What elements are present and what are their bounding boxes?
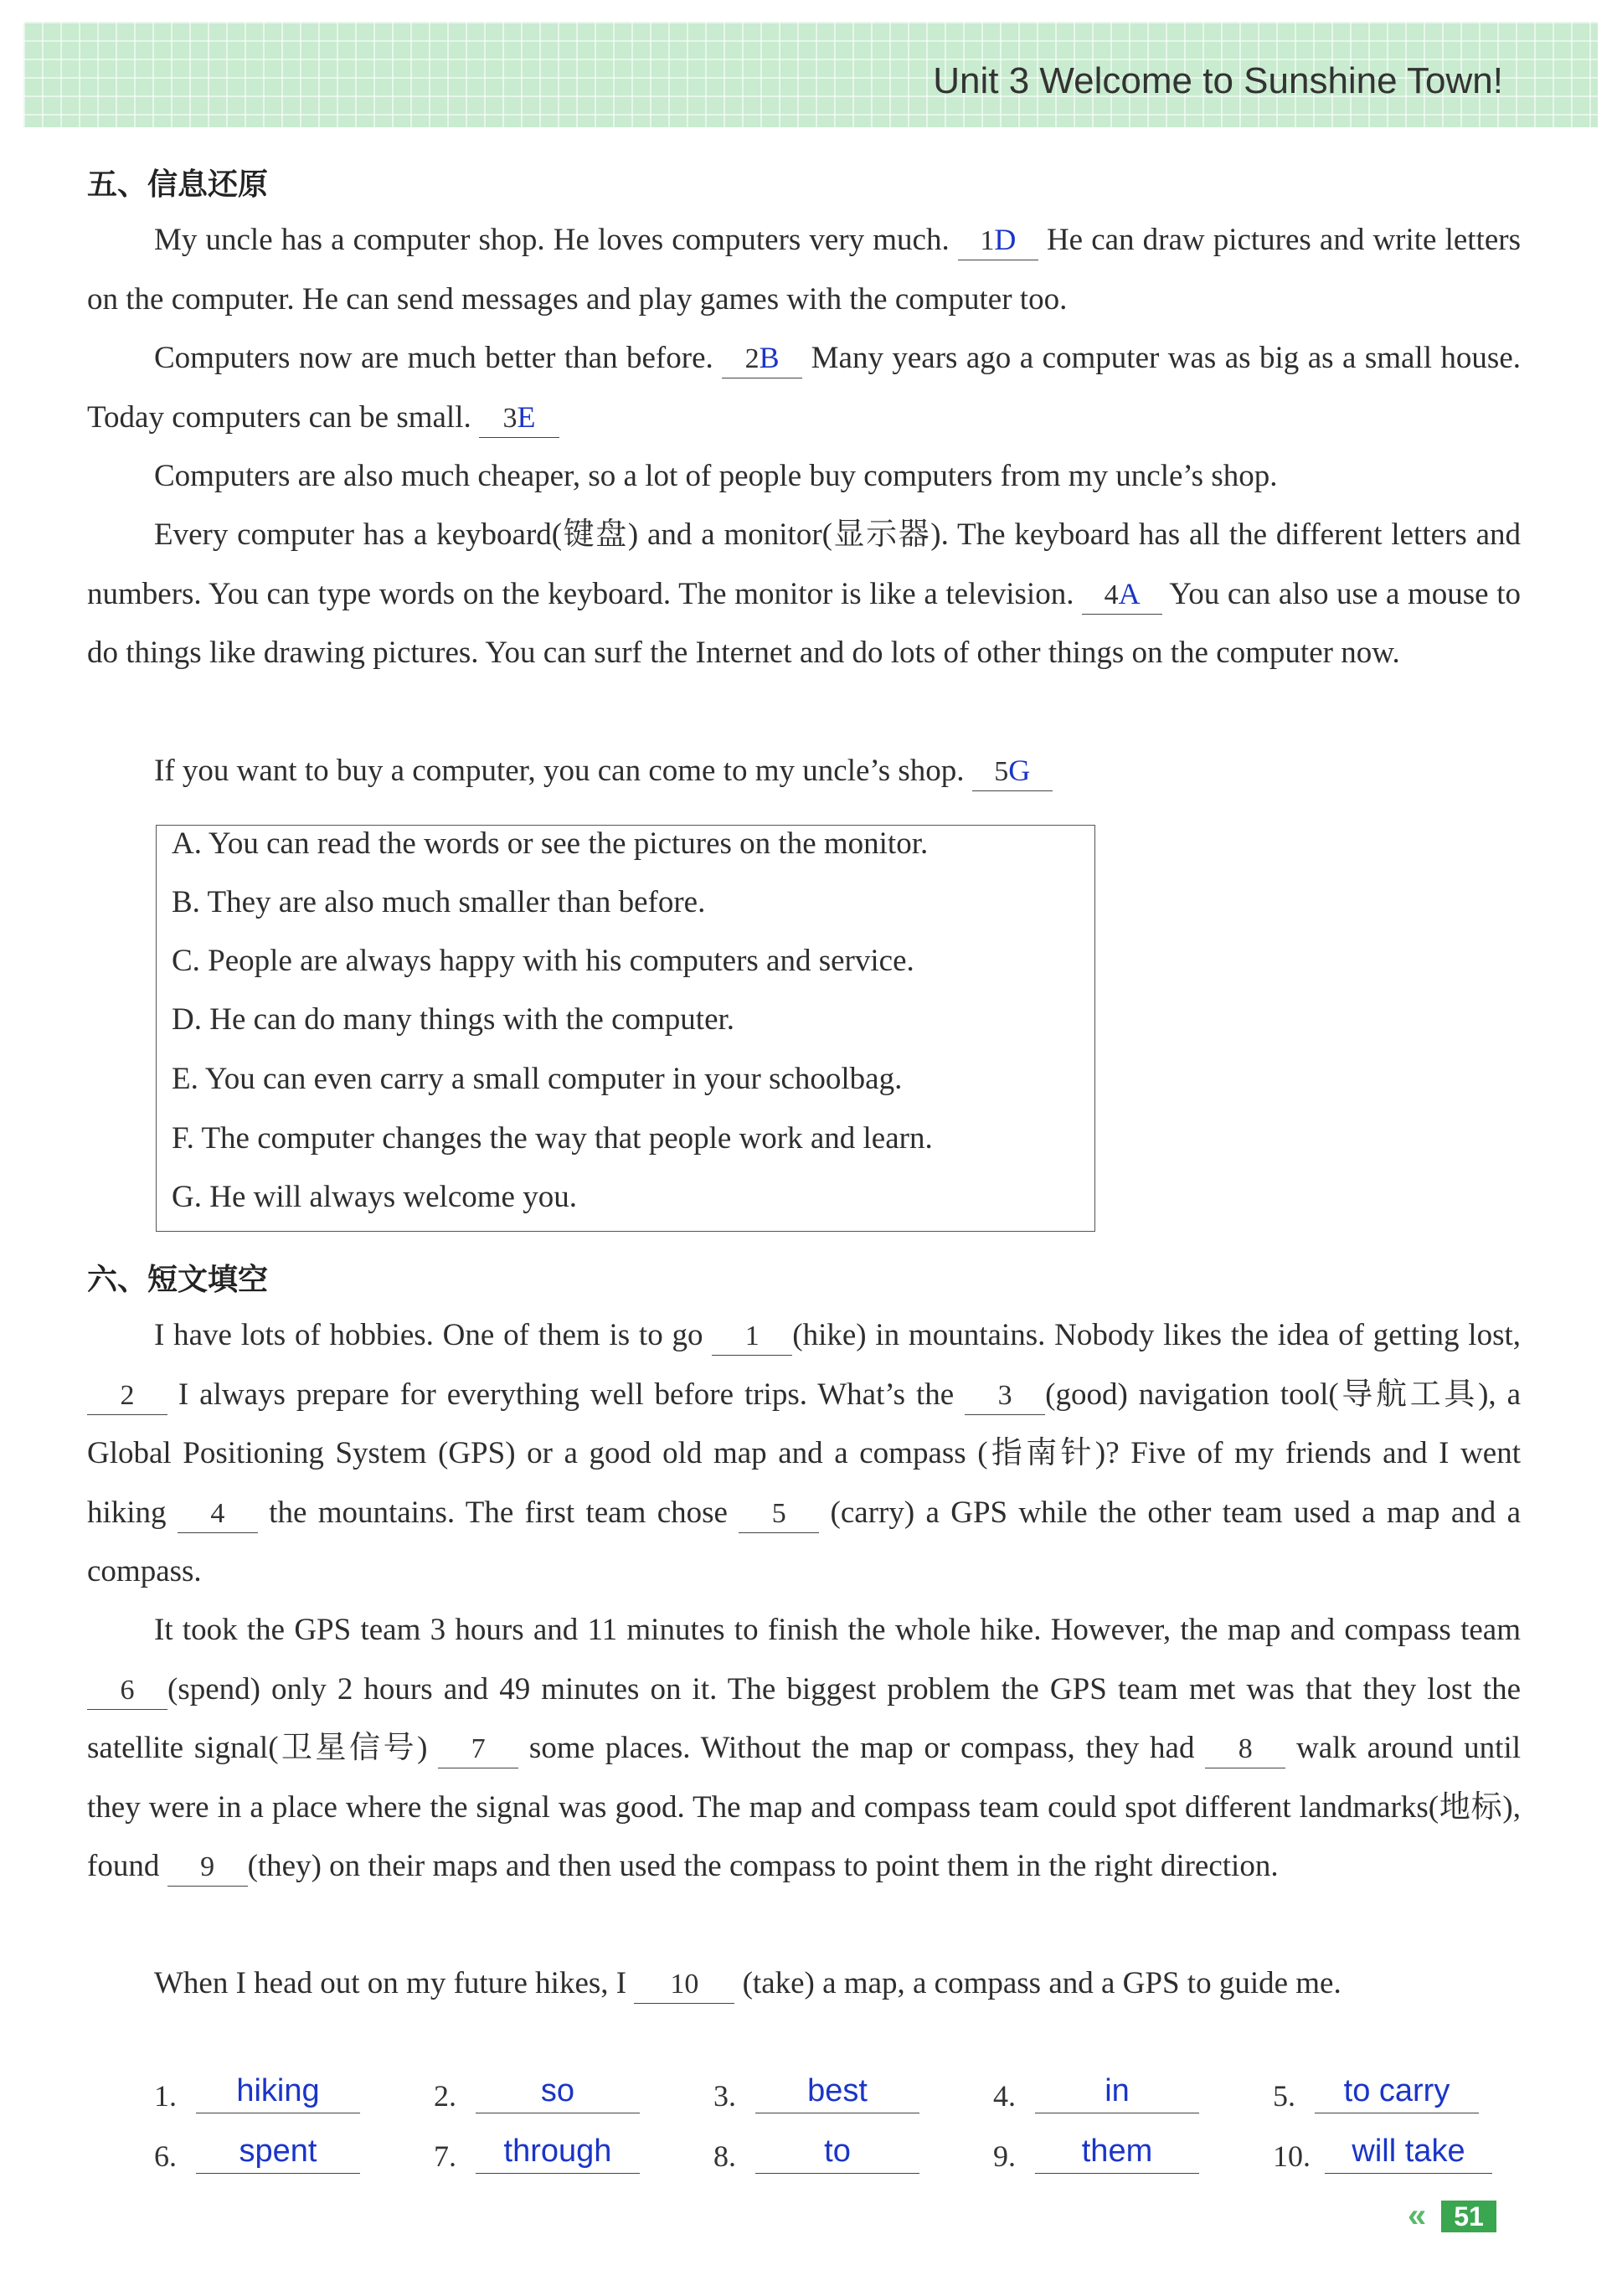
text-run: I always prepare for everything well before trips. What’s the: [167, 1377, 966, 1412]
text-run: My uncle has a computer shop. He loves computers very much.: [154, 223, 958, 257]
section5-paragraph-3: Computers are also much cheaper, so a lot of people buy computers from my uncle’s shop.: [154, 459, 1278, 493]
answer-text: hiking: [196, 2069, 360, 2113]
text-run: (they) on their maps and then used the compass to point them in the right direction.: [247, 1849, 1279, 1883]
page-number: 51: [1441, 2201, 1496, 2232]
text-run: I have lots of hobbies. One of them is to go: [154, 1318, 713, 1352]
unit-title: Unit 3 Welcome to Sunshine Town!: [933, 60, 1503, 101]
option-g: G. He will always welcome you.: [172, 1180, 577, 1214]
answer-number: 9.: [993, 2139, 1016, 2173]
answer-text: through: [476, 2129, 640, 2174]
answer-text: to: [755, 2129, 919, 2174]
blank-4: 4: [178, 1495, 258, 1533]
answer-text: best: [755, 2069, 919, 2113]
text-run: some places. Without the map or compass, they had: [518, 1731, 1206, 1765]
text-run: He can draw pictures and write letters on the computer. He can send messages and play games with the computer too.: [87, 223, 1521, 317]
handwritten-answer: G: [1008, 754, 1031, 787]
answer-8: [713, 2129, 923, 2174]
answer-blank-5: [972, 752, 1053, 791]
answer-blank-4: [1082, 575, 1162, 615]
answer-4: [993, 2068, 1202, 2113]
text-run: (take) a map, a compass and a GPS to guide me.: [734, 1966, 1341, 2000]
answer-text: them: [1035, 2129, 1199, 2174]
text-run: You can also use a mouse to do things like drawing pictures. You can surf the Internet and do lots of other things on the computer now.: [87, 576, 1521, 670]
option-c: C. People are always happy with his computers and service.: [172, 944, 914, 978]
text-run: Computers now are much better than before.: [154, 341, 723, 375]
text-run: (hike) in mountains. Nobody likes the idea of getting lost,: [792, 1318, 1521, 1352]
answer-text: to carry: [1315, 2069, 1479, 2113]
blank-10: 10: [634, 1966, 734, 2004]
answer-number: 2.: [434, 2079, 456, 2113]
blank-8: 8: [1205, 1731, 1285, 1768]
section6-paragraph-2: [87, 1601, 1521, 1897]
text-run: If you want to buy a computer, you can come to my uncle’s shop.: [154, 754, 972, 788]
handwritten-answer: A: [1118, 576, 1141, 610]
double-chevron-left-icon: «: [1408, 2197, 1427, 2234]
text-run: Every computer has a keyboard(键盘) and a monitor(显示器). The keyboard has all the different letters and numbers. You can type words on the keyboard. The monitor is like a television.: [87, 517, 1521, 611]
option-d: D. He can do many things with the computer.: [172, 1002, 735, 1037]
blank-5: 5: [739, 1495, 819, 1533]
blank-number: 3: [502, 402, 518, 434]
option-b: B. They are also much smaller than before.: [172, 885, 706, 919]
option-e: E. You can even carry a small computer in your schoolbag.: [172, 1062, 903, 1096]
text-run: the mountains. The first team chose: [257, 1495, 739, 1530]
answer-number: 5.: [1273, 2079, 1295, 2113]
answer-5: [1273, 2068, 1482, 2113]
answer-text: in: [1035, 2069, 1199, 2113]
answer-9: [993, 2129, 1202, 2174]
section6-title: 六、短文填空: [87, 1263, 269, 1297]
blank-number: 1: [980, 225, 995, 256]
answer-6: [154, 2129, 363, 2174]
handwritten-answer: D: [994, 223, 1017, 256]
answer-number: 1.: [154, 2079, 177, 2113]
blank-number: 4: [1104, 579, 1119, 610]
answer-number: 6.: [154, 2139, 177, 2173]
handwritten-answer: B: [759, 341, 780, 374]
blank-9: 9: [167, 1849, 248, 1887]
section5-title: 五、信息还原: [87, 167, 269, 202]
answer-number: 7.: [434, 2139, 456, 2173]
text-run: (spend) only 2 hours and 49 minutes on it. The biggest problem the GPS team met was that they lost the satellite signal(卫星信号): [87, 1671, 1521, 1765]
answer-text: will take: [1325, 2129, 1492, 2174]
section5-paragraph-5: [87, 742, 1521, 801]
options-box: [156, 825, 1095, 1232]
answer-2: [434, 2068, 643, 2113]
answer-blank-3: [479, 399, 559, 438]
answer-number: 3.: [713, 2079, 736, 2113]
section5-paragraph-2: [87, 329, 1521, 447]
text-run: walk around until they were in a place where the signal was good. The map and compass team could spot different landmarks(地标), found: [87, 1731, 1522, 1883]
answer-3: [713, 2068, 923, 2113]
option-a: A. You can read the words or see the pictures on the monitor.: [172, 826, 929, 861]
text-run: (good) navigation tool(导航工具), a Global Positioning System (GPS) or a good old map and a compass (指南针)? Five of my friends and I went hiking: [87, 1377, 1522, 1530]
answer-7: [434, 2129, 643, 2174]
text-run: When I head out on my future hikes, I: [154, 1966, 635, 2000]
blank-number: 2: [744, 343, 760, 374]
text-run: It took the GPS team 3 hours and 11 minutes to finish the whole hike. However, the map and compass team: [154, 1613, 1521, 1647]
answer-number: 10.: [1273, 2139, 1311, 2173]
answer-text: spent: [196, 2129, 360, 2174]
answer-blank-2: [722, 339, 802, 378]
section6-paragraph-3: [87, 1954, 1521, 2014]
handwritten-answer: E: [517, 399, 536, 434]
option-f: F. The computer changes the way that people work and learn.: [172, 1121, 933, 1156]
blank-2: 2: [87, 1377, 167, 1415]
section5-paragraph-1: [87, 211, 1521, 329]
answer-1: [154, 2068, 363, 2113]
section5-paragraph-4: [87, 506, 1521, 683]
blank-7: 7: [438, 1731, 518, 1768]
answer-blank-1: [958, 221, 1038, 260]
blank-1: 1: [712, 1318, 792, 1356]
blank-6: 6: [87, 1672, 167, 1710]
blank-number: 5: [994, 756, 1009, 787]
text-run: Many years ago a computer was as big as a small house. Today computers can be small.: [87, 341, 1521, 435]
text-run: (carry) a GPS while the other team used a map and a compass.: [87, 1495, 1521, 1588]
answer-number: 4.: [993, 2079, 1016, 2113]
blank-3: 3: [965, 1377, 1045, 1415]
answer-10: [1273, 2129, 1499, 2174]
answer-number: 8.: [713, 2139, 736, 2173]
section6-paragraph-1: [87, 1306, 1521, 1602]
answer-text: so: [476, 2069, 640, 2113]
page-number-badge: [1408, 2197, 1517, 2234]
